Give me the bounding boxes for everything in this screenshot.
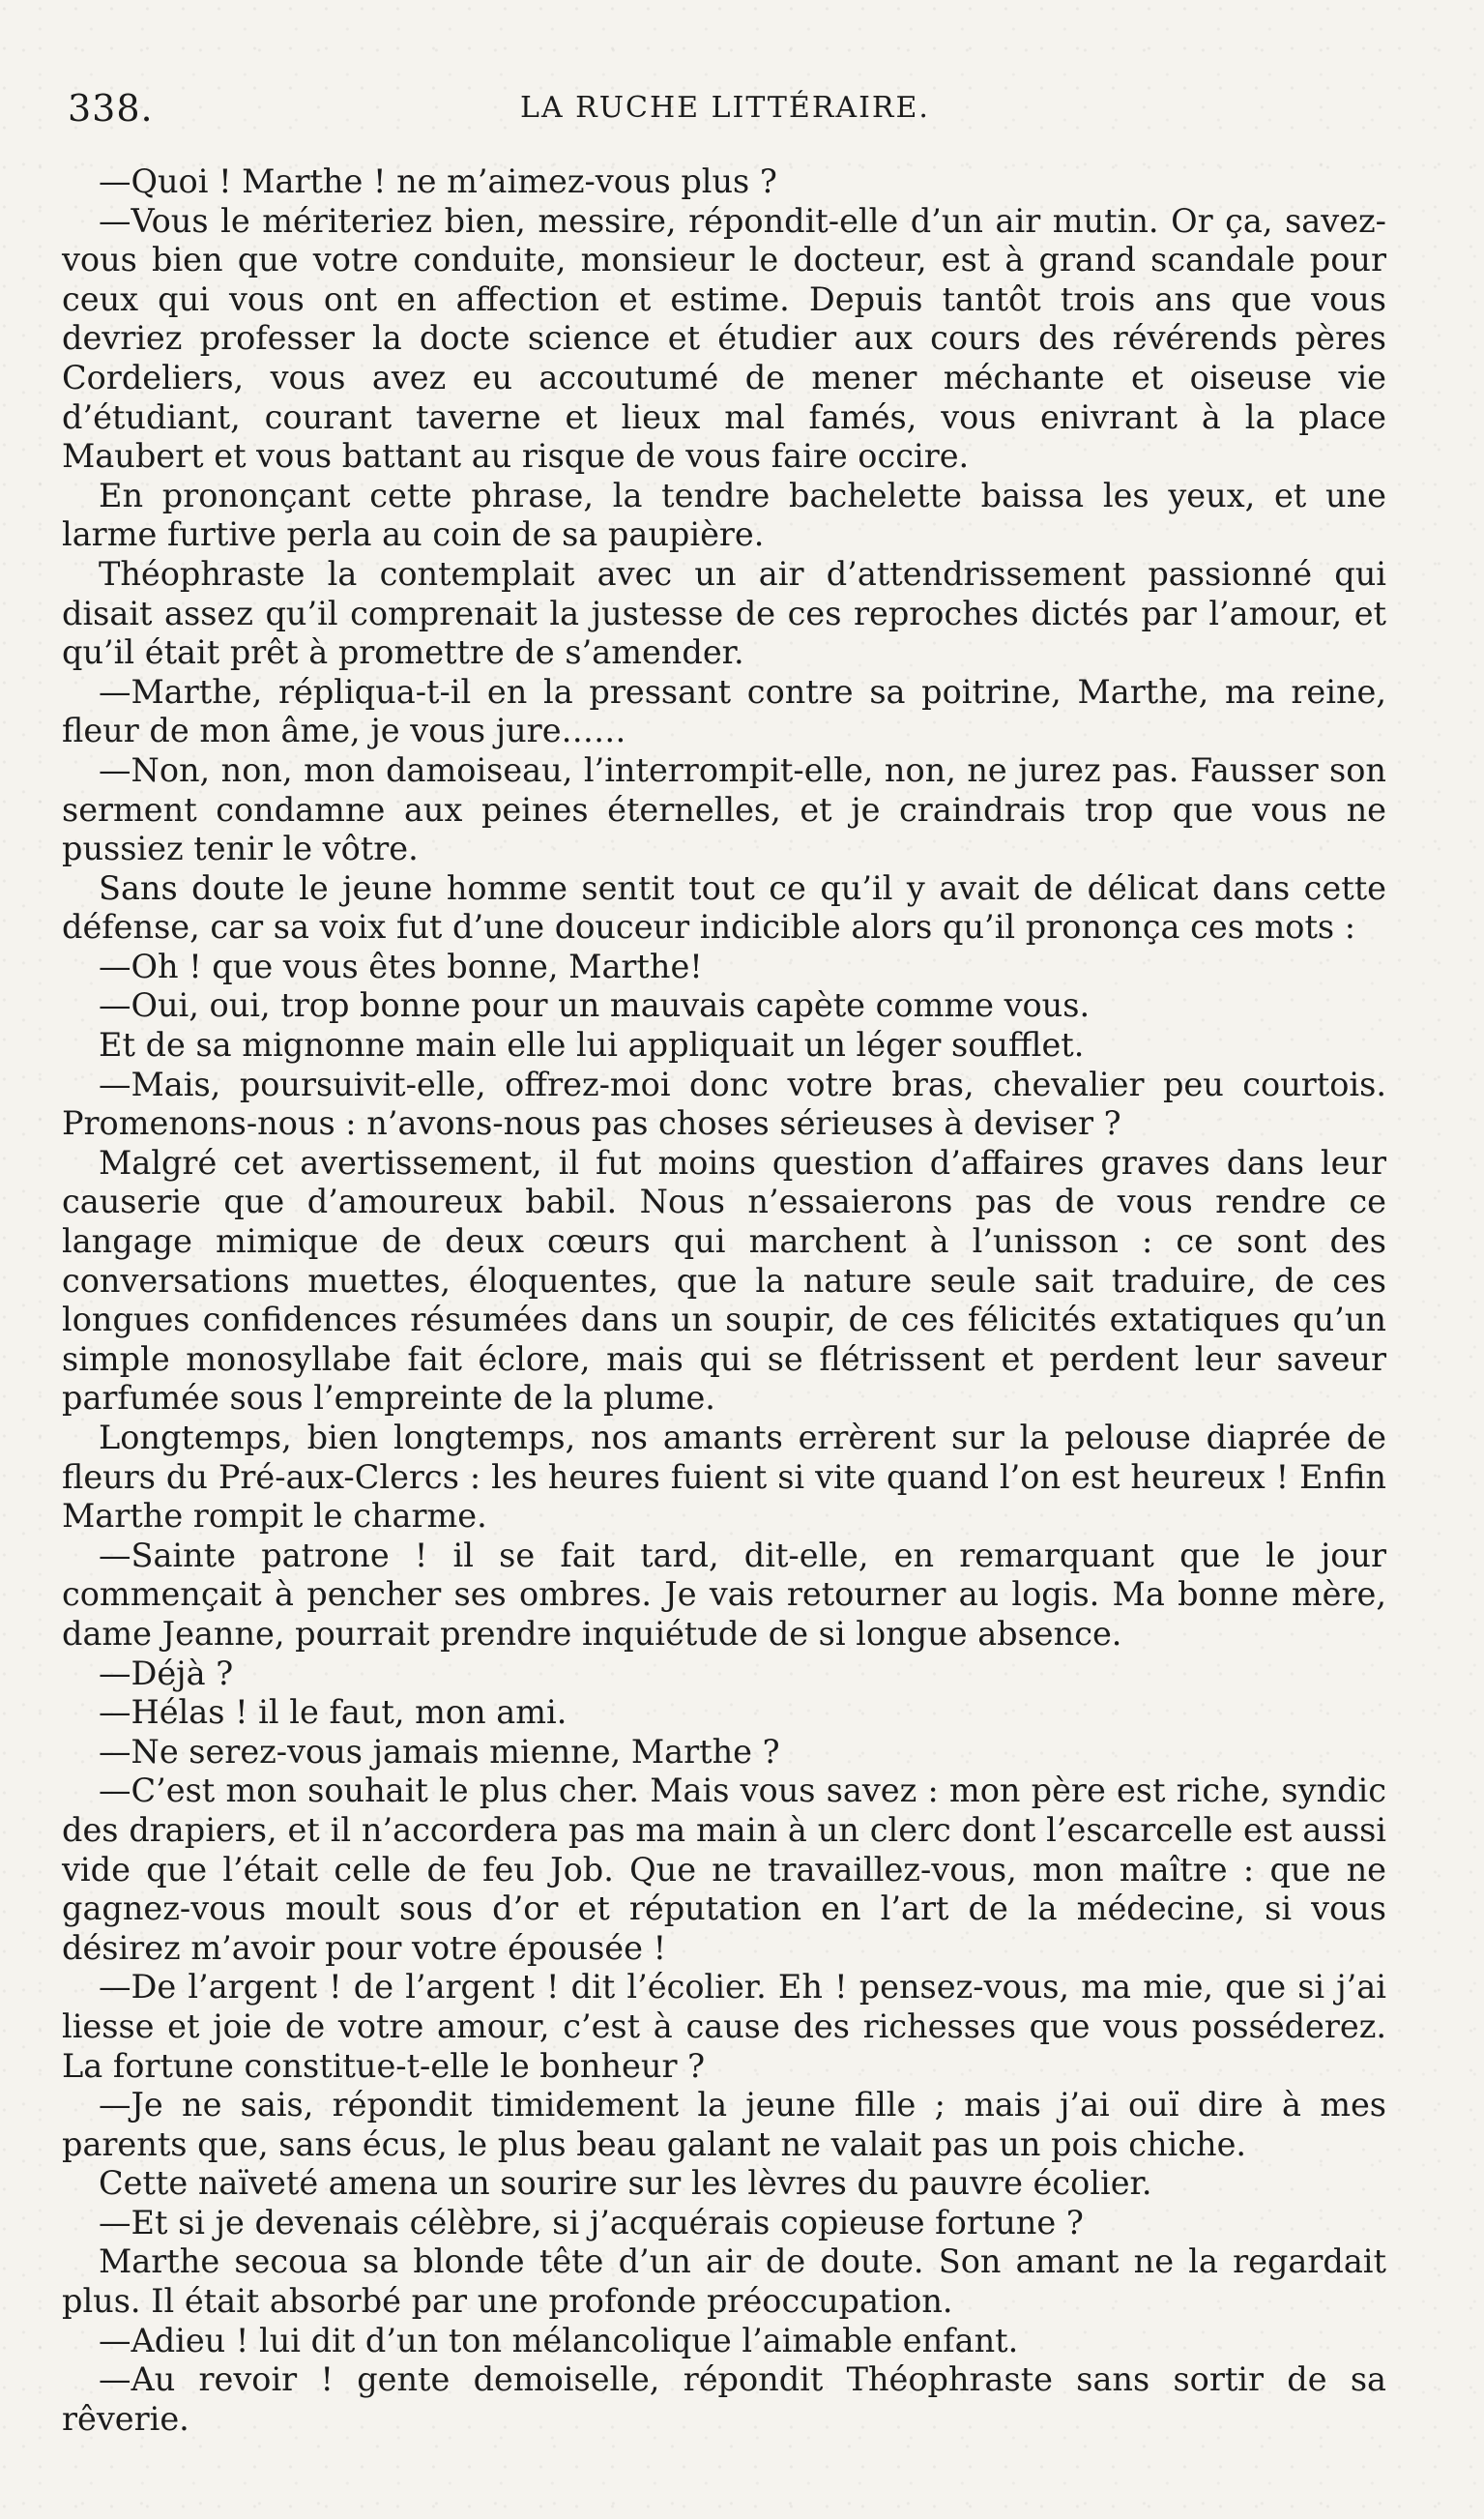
paragraph: —Oui, oui, trop bonne pour un mauvais capète comme vous. [99, 986, 1091, 1025]
paragraph: —Adieu ! lui dit d’un ton mélancolique l’aimable enfant. [99, 2321, 1019, 2359]
paragraph: —Je ne sais, répondit timidement la jeune fille ; mais j’ai ouï dire à mes parents que, sans écus, le plus beau galant ne valait pas un pois chiche. [62, 2086, 1386, 2163]
paragraph: —Au revoir ! gente demoiselle, répondit Théophraste sans sortir de sa rêverie. [62, 2360, 1386, 2438]
paragraph: —Sainte patrone ! il se fait tard, dit-elle, en remarquant que le jour commençait à pencher ses ombres. Je vais retourner au logis. Ma bonne mère, dame Jeanne, pourrait prendre inquiétude de si longue absence. [62, 1536, 1386, 1653]
paragraph: —Ne serez-vous jamais mienne, Marthe ? [99, 1732, 780, 1771]
paragraph: —Quoi ! Marthe ! ne m’aimez-vous plus ? [99, 162, 777, 200]
running-title: LA RUCHE LITTÉRAIRE. [520, 91, 930, 125]
paragraph: —Hélas ! il le faut, mon ami. [99, 1693, 567, 1732]
paragraph: —C’est mon souhait le plus cher. Mais vous savez : mon père est riche, syndic des drapiers, et il n’accordera pas ma main à un clerc dont l’escarcelle est aussi vide que l’était celle de feu Job. Que ne travaillez-vous, mon maître : que ne gagnez-vous moult sous d’or et réputation en l’art de la médecine, si vous désirez m’avoir pour votre épousée ! [62, 1772, 1386, 1967]
paragraph: —Et si je devenais célèbre, si j’acquérais copieuse fortune ? [99, 2203, 1084, 2241]
paragraph: Longtemps, bien longtemps, nos amants errèrent sur la pelouse diaprée de fleurs du Pré-aux-Clercs : les heures fuient si vite quand l’on est heureux ! Enfin Marthe rompit le charme. [62, 1419, 1386, 1536]
body-text [62, 162, 1386, 2439]
paragraph: —Marthe, répliqua-t-il en la pressant contre sa poitrine, Marthe, ma reine, fleur de mon âme, je vous jure…… [62, 672, 1386, 750]
paragraph: Et de sa mignonne main elle lui appliquait un léger soufflet. [99, 1026, 1085, 1065]
paragraph: En prononçant cette phrase, la tendre bachelette baissa les yeux, et une larme furtive perla au coin de sa paupière. [62, 476, 1386, 554]
paragraph: —Vous le mériteriez bien, messire, répondit-elle d’un air mutin. Or ça, savez-vous bien que votre conduite, monsieur le docteur, est à grand scandale pour ceux qui vous ont en affection et estime. Depuis tantôt trois ans que vous devriez professer la docte science et étudier aux cours des révérends pères Cordeliers, vous avez eu accoutumé de mener méchante et oiseuse vie d’étudiant, courant taverne et lieux mal famés, vous enivrant à la place Maubert et vous battant au risque de vous faire occire. [62, 201, 1386, 476]
page-number: 338. [68, 87, 154, 130]
paragraph: Cette naïveté amena un sourire sur les lèvres du pauvre écolier. [99, 2164, 1152, 2203]
paragraph: Théophraste la contemplait avec un air d’attendrissement passionné qui disait assez qu’il comprenait la justesse de ces reproches dictés par l’amour, et qu’il était prêt à promettre de s’amender. [62, 554, 1386, 672]
paragraph: Marthe secoua sa blonde tête d’un air de doute. Son amant ne la regardait plus. Il était absorbé par une profonde préoccupation. [62, 2242, 1386, 2321]
paragraph: —Déjà ? [99, 1654, 234, 1692]
paragraph: —Oh ! que vous êtes bonne, Marthe! [99, 947, 703, 985]
paragraph: Sans doute le jeune homme sentit tout ce qu’il y avait de délicat dans cette défense, car sa voix fut d’une douceur indicible alors qu’il prononça ces mots : [62, 868, 1386, 947]
paragraph: —Mais, poursuivit-elle, offrez-moi donc votre bras, chevalier peu courtois. Promenons-nous : n’avons-nous pas choses sérieuses à deviser ? [62, 1065, 1386, 1143]
paragraph: —De l’argent ! de l’argent ! dit l’écolier. Eh ! pensez-vous, ma mie, que si j’ai liesse et joie de votre amour, c’est à cause des richesses que vous posséderez. La fortune constitue-t-elle le bonheur ? [62, 1968, 1386, 2085]
paragraph: —Non, non, mon damoiseau, l’interrompit-elle, non, ne jurez pas. Fausser son serment condamne aux peines éternelles, et je craindrais trop que vous ne pussiez tenir le vôtre. [62, 750, 1386, 868]
paragraph: Malgré cet avertissement, il fut moins question d’affaires graves dans leur causerie que d’amoureux babil. Nous n’essaierons pas de vous rendre ce langage mimique de deux cœurs qui marchent à l’unisson : ce sont des conversations muettes, éloquentes, que la nature seule sait traduire, de ces longues confidences résumées dans un soupir, de ces félicités extatiques qu’un simple monosyllabe fait éclore, mais qui se flétrissent et perdent leur saveur parfumée sous l’empreinte de la plume. [62, 1143, 1386, 1418]
running-head [68, 87, 1382, 133]
